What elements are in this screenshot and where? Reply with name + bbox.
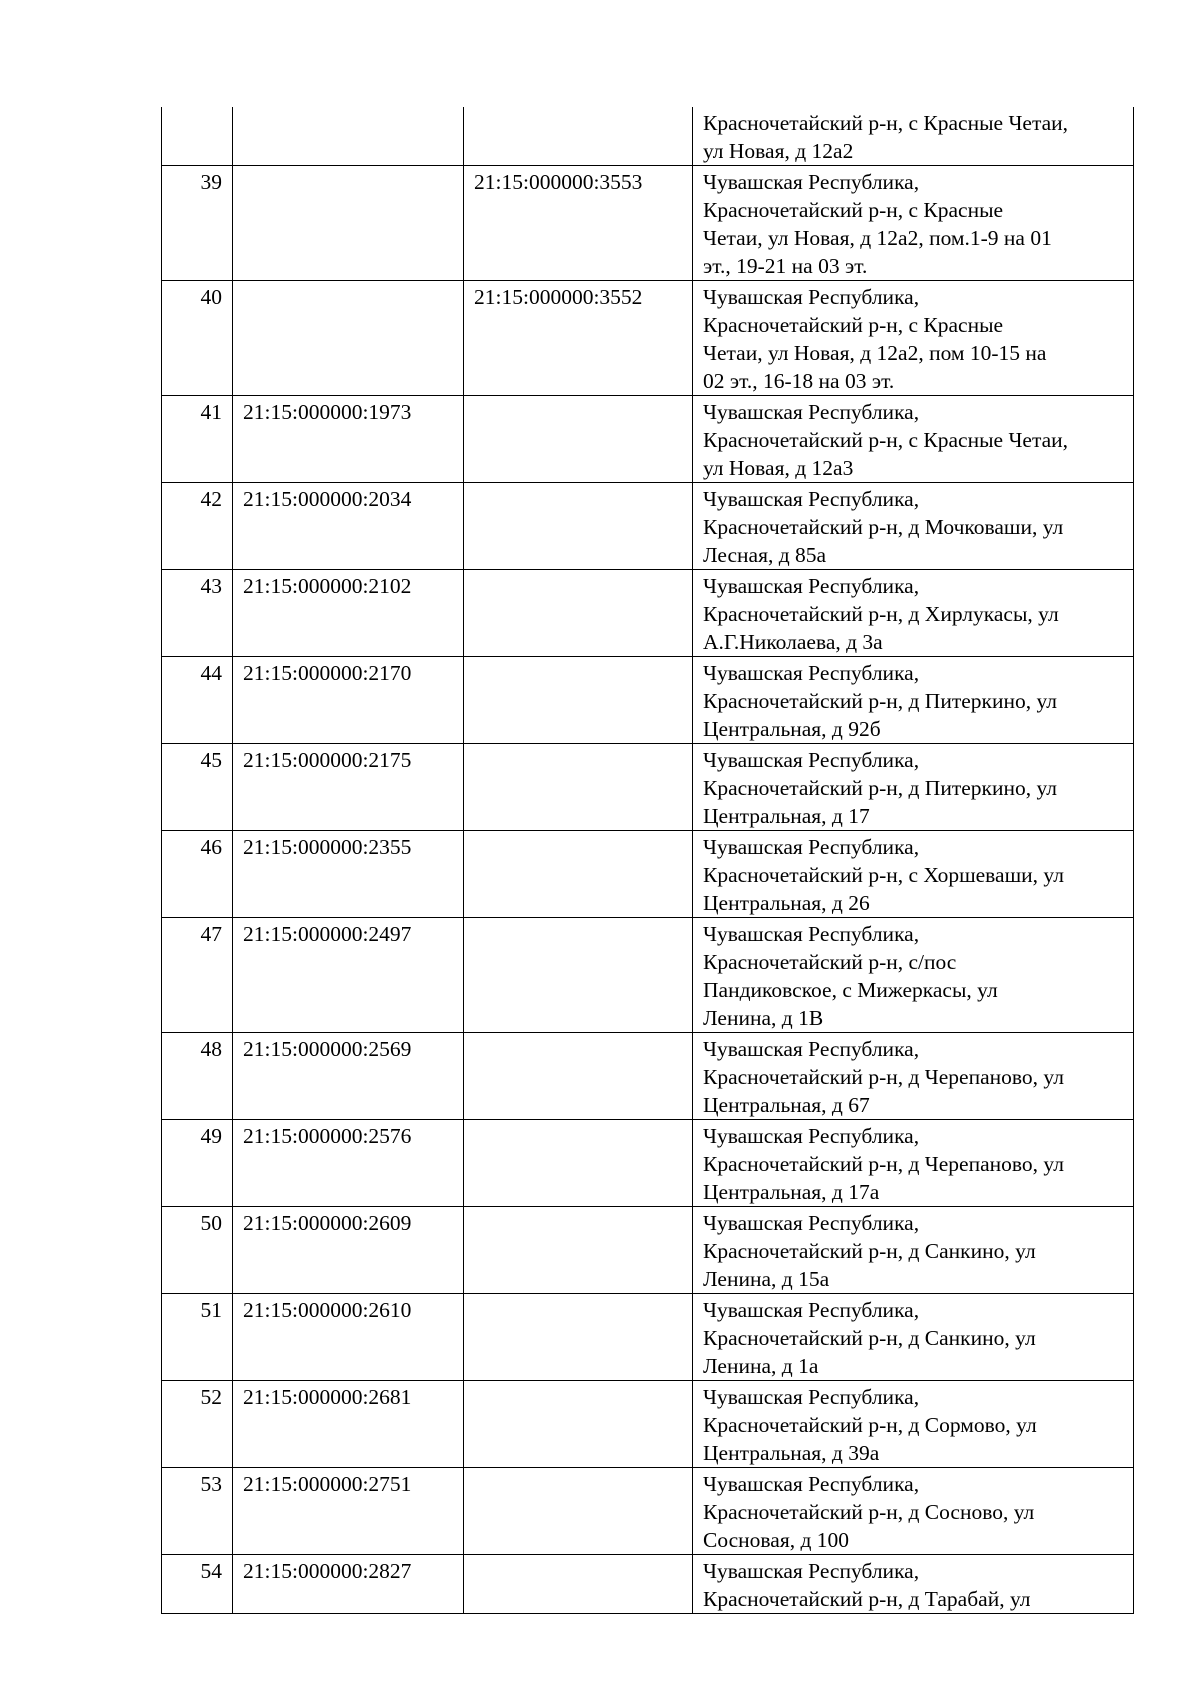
premises-cadastral-number-cell bbox=[464, 744, 693, 831]
premises-cadastral-number-cell: 21:15:000000:3552 bbox=[464, 281, 693, 396]
address-line: Красночетайский р-н, д Санкино, ул bbox=[703, 1326, 1036, 1350]
cadastral-number-cell: 21:15:000000:2576 bbox=[233, 1120, 464, 1207]
cadastral-number-cell: 21:15:000000:2681 bbox=[233, 1381, 464, 1468]
premises-cadastral-number-cell bbox=[464, 831, 693, 918]
address-line: Красночетайский р-н, д Тарабай, ул bbox=[703, 1587, 1031, 1611]
address-cell bbox=[693, 281, 1134, 396]
address-line: Сосновая, д 100 bbox=[703, 1528, 850, 1552]
row-number-cell: 43 bbox=[162, 570, 233, 657]
table-row bbox=[162, 657, 1134, 744]
cadastral-number-cell: 21:15:000000:2827 bbox=[233, 1555, 464, 1614]
address-cell bbox=[693, 570, 1134, 657]
address-line: Красночетайский р-н, д Черепаново, ул bbox=[703, 1065, 1064, 1089]
property-registry-table bbox=[161, 107, 1134, 1614]
address-line: Чувашская Республика, bbox=[703, 748, 920, 772]
table-row bbox=[162, 1555, 1134, 1614]
address-line: Чувашская Республика, bbox=[703, 487, 920, 511]
row-number-cell: 40 bbox=[162, 281, 233, 396]
cadastral-number-cell bbox=[233, 107, 464, 166]
address-line: 02 эт., 16-18 на 03 эт. bbox=[703, 369, 895, 393]
address-cell bbox=[693, 1468, 1134, 1555]
address-line: Красночетайский р-н, с Красные Четаи, bbox=[703, 111, 1069, 135]
address-line: Красночетайский р-н, д Черепаново, ул bbox=[703, 1152, 1064, 1176]
address-line: Ленина, д 15а bbox=[703, 1267, 830, 1291]
cadastral-number-cell: 21:15:000000:1973 bbox=[233, 396, 464, 483]
address-line: Чувашская Республика, bbox=[703, 1298, 920, 1322]
table-row bbox=[162, 918, 1134, 1033]
address-cell bbox=[693, 1120, 1134, 1207]
premises-cadastral-number-cell bbox=[464, 918, 693, 1033]
address-line: Чувашская Республика, bbox=[703, 400, 920, 424]
table-row bbox=[162, 1207, 1134, 1294]
table-row bbox=[162, 1033, 1134, 1120]
address-line: Лесная, д 85а bbox=[703, 543, 827, 567]
table-row bbox=[162, 396, 1134, 483]
row-number-cell: 49 bbox=[162, 1120, 233, 1207]
row-number-cell: 39 bbox=[162, 166, 233, 281]
address-line: Чувашская Республика, bbox=[703, 1037, 920, 1061]
address-line: Чувашская Республика, bbox=[703, 922, 920, 946]
address-line: Красночетайский р-н, д Питеркино, ул bbox=[703, 776, 1058, 800]
table-row bbox=[162, 107, 1134, 166]
cadastral-number-cell: 21:15:000000:2569 bbox=[233, 1033, 464, 1120]
address-line: Центральная, д 26 bbox=[703, 891, 870, 915]
row-number-cell: 47 bbox=[162, 918, 233, 1033]
cadastral-number-cell: 21:15:000000:2610 bbox=[233, 1294, 464, 1381]
address-line: Чувашская Республика, bbox=[703, 1472, 920, 1496]
address-line: ул Новая, д 12а2 bbox=[703, 139, 854, 163]
premises-cadastral-number-cell bbox=[464, 1207, 693, 1294]
address-line: Чувашская Республика, bbox=[703, 285, 920, 309]
address-cell bbox=[693, 396, 1134, 483]
address-line: Четаи, ул Новая, д 12а2, пом 10-15 на bbox=[703, 341, 1047, 365]
address-line: Центральная, д 39а bbox=[703, 1441, 880, 1465]
table-row bbox=[162, 831, 1134, 918]
premises-cadastral-number-cell bbox=[464, 1033, 693, 1120]
address-line: А.Г.Николаева, д 3а bbox=[703, 630, 883, 654]
address-line: Пандиковское, с Мижеркасы, ул bbox=[703, 978, 998, 1002]
table-row bbox=[162, 744, 1134, 831]
row-number-cell: 48 bbox=[162, 1033, 233, 1120]
cadastral-number-cell: 21:15:000000:2034 bbox=[233, 483, 464, 570]
address-line: Чувашская Республика, bbox=[703, 1385, 920, 1409]
premises-cadastral-number-cell bbox=[464, 1468, 693, 1555]
row-number-cell bbox=[162, 107, 233, 166]
address-cell bbox=[693, 1381, 1134, 1468]
cadastral-number-cell: 21:15:000000:2497 bbox=[233, 918, 464, 1033]
address-line: Красночетайский р-н, д Сормово, ул bbox=[703, 1413, 1037, 1437]
address-line: Красночетайский р-н, д Мочковаши, ул bbox=[703, 515, 1064, 539]
row-number-cell: 54 bbox=[162, 1555, 233, 1614]
address-line: Красночетайский р-н, с Красные Четаи, bbox=[703, 428, 1069, 452]
premises-cadastral-number-cell bbox=[464, 1294, 693, 1381]
row-number-cell: 45 bbox=[162, 744, 233, 831]
table-row bbox=[162, 1294, 1134, 1381]
premises-cadastral-number-cell bbox=[464, 396, 693, 483]
row-number-cell: 53 bbox=[162, 1468, 233, 1555]
address-line: Красночетайский р-н, с Красные bbox=[703, 198, 1004, 222]
address-line: ул Новая, д 12а3 bbox=[703, 456, 854, 480]
cadastral-number-cell: 21:15:000000:2355 bbox=[233, 831, 464, 918]
premises-cadastral-number-cell bbox=[464, 483, 693, 570]
address-line: эт., 19-21 на 03 эт. bbox=[703, 254, 868, 278]
address-line: Чувашская Республика, bbox=[703, 574, 920, 598]
cadastral-number-cell: 21:15:000000:2751 bbox=[233, 1468, 464, 1555]
address-cell bbox=[693, 1033, 1134, 1120]
address-cell bbox=[693, 107, 1134, 166]
address-cell bbox=[693, 166, 1134, 281]
address-line: Ленина, д 1В bbox=[703, 1006, 824, 1030]
address-line: Чувашская Республика, bbox=[703, 1559, 920, 1583]
address-line: Красночетайский р-н, д Санкино, ул bbox=[703, 1239, 1036, 1263]
address-cell bbox=[693, 657, 1134, 744]
address-line: Чувашская Республика, bbox=[703, 835, 920, 859]
address-cell bbox=[693, 483, 1134, 570]
address-cell bbox=[693, 1555, 1134, 1614]
address-line: Красночетайский р-н, д Хирлукасы, ул bbox=[703, 602, 1059, 626]
premises-cadastral-number-cell bbox=[464, 657, 693, 744]
table-row bbox=[162, 281, 1134, 396]
address-line: Красночетайский р-н, с/пос bbox=[703, 950, 957, 974]
premises-cadastral-number-cell bbox=[464, 107, 693, 166]
row-number-cell: 52 bbox=[162, 1381, 233, 1468]
address-cell bbox=[693, 744, 1134, 831]
premises-cadastral-number-cell bbox=[464, 1555, 693, 1614]
table-row bbox=[162, 1120, 1134, 1207]
row-number-cell: 44 bbox=[162, 657, 233, 744]
premises-cadastral-number-cell bbox=[464, 1120, 693, 1207]
address-line: Ленина, д 1а bbox=[703, 1354, 819, 1378]
cadastral-number-cell bbox=[233, 166, 464, 281]
address-line: Центральная, д 17 bbox=[703, 804, 870, 828]
address-line: Чувашская Республика, bbox=[703, 661, 920, 685]
address-line: Центральная, д 17а bbox=[703, 1180, 880, 1204]
row-number-cell: 46 bbox=[162, 831, 233, 918]
address-line: Чувашская Республика, bbox=[703, 1211, 920, 1235]
table-row bbox=[162, 166, 1134, 281]
address-line: Чувашская Республика, bbox=[703, 170, 920, 194]
row-number-cell: 42 bbox=[162, 483, 233, 570]
address-line: Чувашская Республика, bbox=[703, 1124, 920, 1148]
address-line: Красночетайский р-н, с Хоршеваши, ул bbox=[703, 863, 1064, 887]
registry-table-body bbox=[162, 107, 1134, 1614]
table-row bbox=[162, 570, 1134, 657]
table-row bbox=[162, 483, 1134, 570]
row-number-cell: 51 bbox=[162, 1294, 233, 1381]
premises-cadastral-number-cell bbox=[464, 1381, 693, 1468]
address-line: Центральная, д 92б bbox=[703, 717, 881, 741]
table-row bbox=[162, 1381, 1134, 1468]
address-line: Красночетайский р-н, д Питеркино, ул bbox=[703, 689, 1058, 713]
address-cell bbox=[693, 1294, 1134, 1381]
address-line: Красночетайский р-н, д Сосново, ул bbox=[703, 1500, 1035, 1524]
address-cell bbox=[693, 918, 1134, 1033]
cadastral-number-cell: 21:15:000000:2609 bbox=[233, 1207, 464, 1294]
address-line: Красночетайский р-н, с Красные bbox=[703, 313, 1004, 337]
cadastral-number-cell: 21:15:000000:2102 bbox=[233, 570, 464, 657]
row-number-cell: 50 bbox=[162, 1207, 233, 1294]
table-row bbox=[162, 1468, 1134, 1555]
premises-cadastral-number-cell bbox=[464, 570, 693, 657]
address-line: Центральная, д 67 bbox=[703, 1093, 870, 1117]
address-line: Четаи, ул Новая, д 12а2, пом.1-9 на 01 bbox=[703, 226, 1052, 250]
cadastral-number-cell: 21:15:000000:2175 bbox=[233, 744, 464, 831]
premises-cadastral-number-cell: 21:15:000000:3553 bbox=[464, 166, 693, 281]
cadastral-number-cell: 21:15:000000:2170 bbox=[233, 657, 464, 744]
row-number-cell: 41 bbox=[162, 396, 233, 483]
address-cell bbox=[693, 831, 1134, 918]
cadastral-number-cell bbox=[233, 281, 464, 396]
address-cell bbox=[693, 1207, 1134, 1294]
